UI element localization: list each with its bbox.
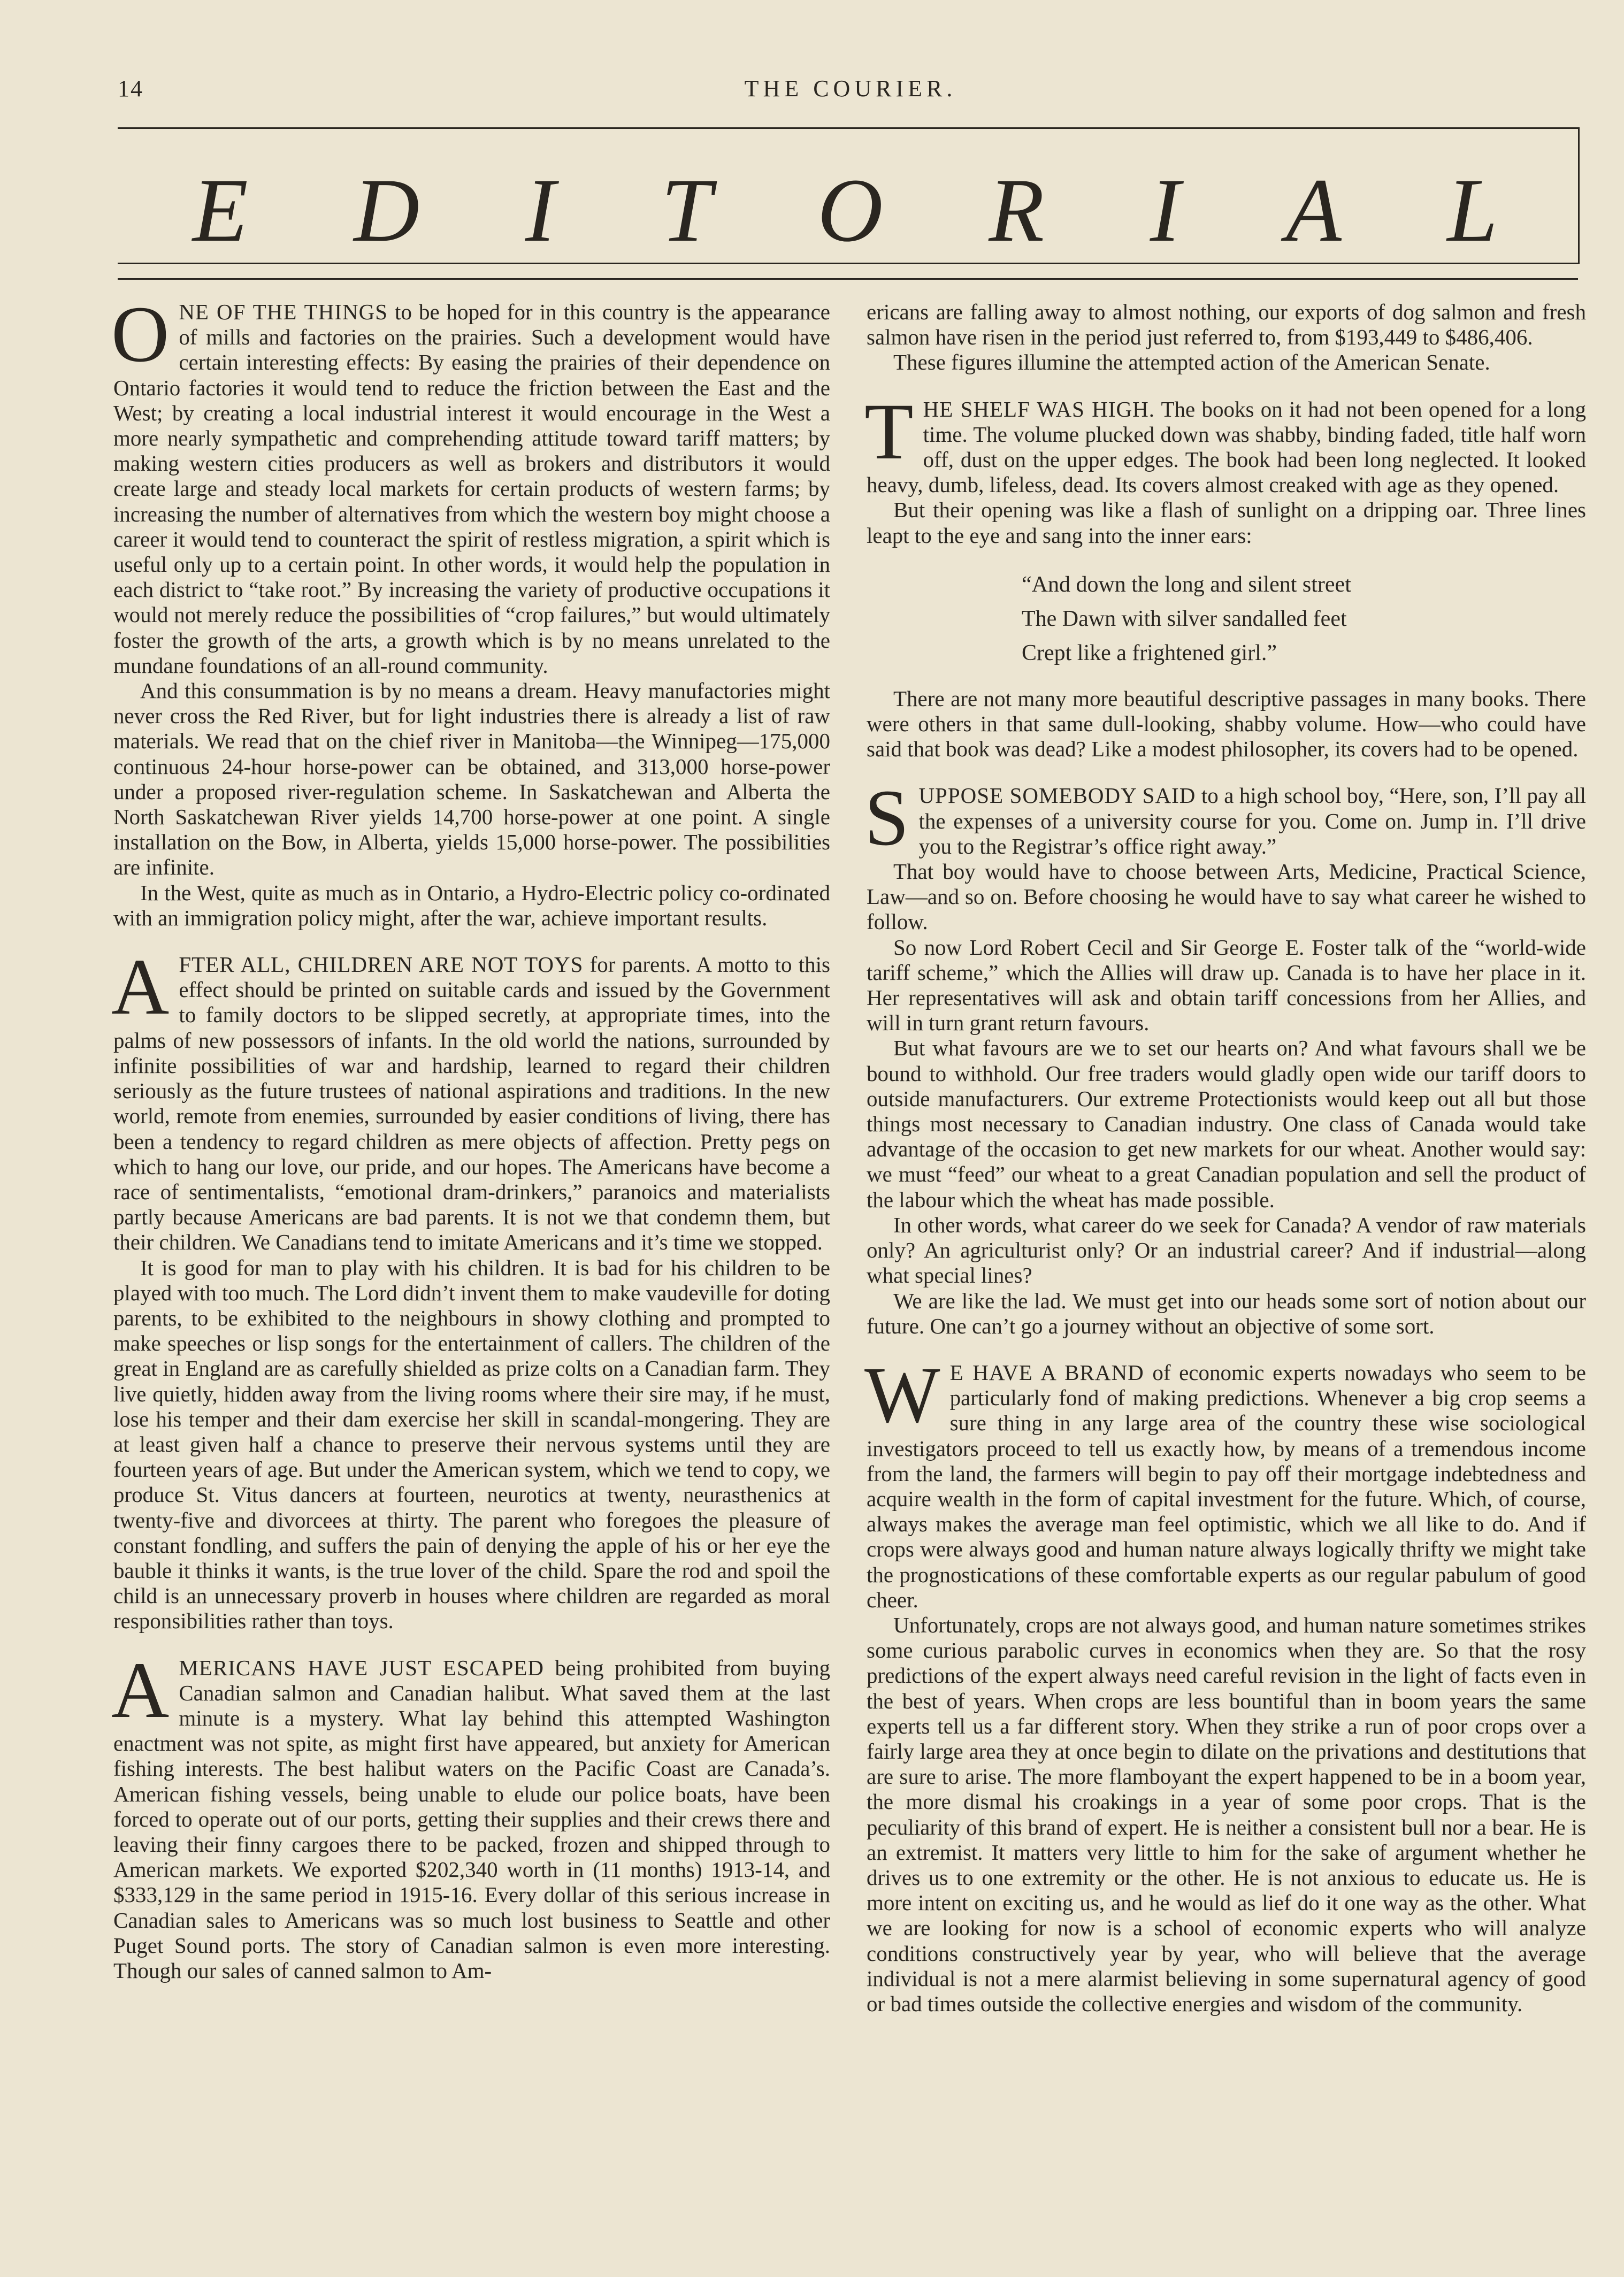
page-header — [118, 75, 1583, 107]
poem-line: Crept like a frightened girl.” — [1022, 640, 1277, 665]
paragraph — [864, 387, 1586, 498]
title-letter: E — [193, 160, 248, 260]
paragraph-text: of economic experts nowadays who seem to be particularly fond of making predictions. Whenever a big crop seems a sure thing in any large area of the country these wise sociological investigators proceed to tell us exactly how, by means of a tremendous income from the land, the farmers will begin to pay off their mortgage indebtedness and acquire wealth in the form of capital investment for the future. Which, of course, always makes the average man feel optimistic, which we all like to do. And if crops were always good and human nature always logically thrifty we might take the prognostications of these comfortable experts as our regular pabulum of good cheer. — [867, 1360, 1586, 1612]
continued-paragraph: ericans are falling away to almost nothing, our exports of dog salmon and fresh salmon have risen in the period just referred to, from $193,449 to $486,406. — [867, 300, 1586, 350]
paragraph: These figures illumine the attempted action of the American Senate. — [893, 350, 1490, 375]
editorial-salmon-halibut — [111, 1645, 831, 1984]
paragraph: That boy would have to choose between Arts, Medicine, Practical Science, Law—and so on. Before choosing he would have to say what career he wished to follow. — [867, 859, 1586, 934]
editorial-title-box — [118, 127, 1580, 264]
left-column — [111, 290, 831, 1983]
paragraph: In other words, what career do we seek for Canada? A vendor of raw materials only? An agriculturist only? Or an industrial career? And if industrial—along what special lines? — [867, 1212, 1586, 1288]
paragraph: It is good for man to play with his children. It is bad for his children to be played with too much. The Lord didn’t invent them to make vaudeville for doting parents, to be exhibited to the neighbours in showy clothing and prompted to make speeches or lisp songs for the entertainment of callers. The children of the great in England are as carefully shielded as prize colts on a Canadian farm. They live quietly, hidden away from the living rooms where their sire may, if he must, lose his temper and their dam exercise her skill in scandal-mongering. They are at least given half a chance to preserve their nervous systems until they are fourteen years of age. But under the American system, which we tend to copy, we produce St. Vitus dancers at fourteen, neurotics at twenty, neurasthenics at twenty-five and divorcees at thirty. The parent who foregoes the pleasure of constant fondling, and suffers the pain of denying the apple of his or her eye the bauble it thinks it wants, is the true lover of the child. Spare the rod and spoil the child is an unnecessary proverb in houses where children are regarded as moral responsibilities rather than toys. — [113, 1255, 830, 1634]
section-lead: MERICANS HAVE JUST ESCAPED — [179, 1655, 545, 1680]
paragraph: And this consummation is by no means a dream. Heavy manufactories might never cross the Red River, but for light industries there is already a list of raw materials. We read that on the chief river in Manitoba—the Winnipeg—175,000 continuous 24-hour horse-power can be obtained, and 313,000 horse-power under a proposed river-regulation scheme. In Saskatchewan and Alberta the North Saskatchewan River yields 14,700 horse-power at one point. A single installation on the Bow, in Alberta, yields 15,000 horse-power. The possibilities are infinite. — [113, 678, 830, 880]
paragraph — [111, 290, 831, 678]
paragraph-text: to a high school boy, “Here, son, I’ll pay all the expenses of a university course for you. Come on. Jump in. I’ll drive you to the Registrar’s office right away.” — [918, 783, 1586, 858]
title-bottom-rule — [118, 278, 1578, 280]
editorial-children-not-toys — [111, 942, 831, 1634]
paragraph: There are not many more beautiful descriptive passages in many books. There were others in that same dull-looking, shabby volume. How—who could have said that book was dead? Like a modest philosopher, its covers had to be opened. — [867, 686, 1586, 762]
drop-cap: T — [864, 387, 914, 476]
title-letter: L — [1447, 160, 1498, 260]
editorial-shelf-was-high — [864, 387, 1586, 762]
paragraph — [111, 942, 831, 1255]
section-lead: NE OF THE THINGS — [179, 300, 388, 324]
paragraph: But their opening was like a flash of sunlight on a dripping oar. Three lines leapt to the eye and sang into the inner ears: — [867, 497, 1586, 548]
paragraph: We are like the lad. We must get into our heads some sort of notion about our future. One can’t go a journey without an objective of some sort. — [867, 1288, 1586, 1338]
drop-cap: W — [864, 1350, 940, 1439]
section-lead: E HAVE A BRAND — [949, 1360, 1144, 1385]
paragraph-text: to be hoped for in this country is the appearance of mills and factories on the prairies. Such a development would have certain interesting effects: By easing the prairies of their dependence on Ontario factories it would tend to reduce the friction between the East and the West; by creating a local industrial interest it would encourage in the West a more nearly sympathetic and comprehending attitude toward tariff matters; by making western cities producers as well as brokers and distributors it would create large and steady local markets for certain products of western farms; by increasing the number of alternatives from which the western boy might choose a career it would tend to counteract the spirit of restless migration, a spirit which is useful only up to a certain point. In other words, it would help the population in each district to “take root.” By increasing the variety of productive occupations it would not merely reduce the possibilities of “crop failures,” but would ultimately foster the growth of the arts, a growth which is by no means unrelated to the mundane foundations of an all-round community. — [113, 300, 831, 678]
title-letter: O — [817, 160, 883, 260]
title-letter: R — [989, 160, 1045, 260]
poem-line: The Dawn with silver sandalled feet — [1022, 606, 1347, 631]
title-letter: I — [525, 160, 556, 260]
paragraph: Unfortunately, crops are not always good, and human nature sometimes strikes some curious parabolic curves in economics when they are. So that the rosy predictions of the expert always need careful revision in the light of facts even in the best of years. When crops are less bountiful than in boom years the same experts tell us a far different story. When they strike a run of poor crops over a fairly large area they at once begin to dilate on the privations and destitutions that are sure to arise. The more flamboyant the expert happened to be in a boom year, the more dismal his croakings in a year of some poor crops. That is the peculiarity of this brand of expert. He is neither a consistent bull nor a bear. He is an extremist. It matters very little to him for the sake of argument whether he drives us to one extremity or the other. He is not anxious to educate us. He is more intent on exciting us, and he would as lief do it one way as the other. What we are looking for now is a school of economic experts who will analyze conditions constructively year by year, who will believe that the average individual is not a mere alarmist believing in some supernatural agency of good or bad times outside the collective energies and wisdom of the community. — [867, 1612, 1586, 2016]
paragraph: So now Lord Robert Cecil and Sir George E. Foster talk of the “world-wide tariff scheme,” which the Allies will draw up. Canada is to have her place in it. Her representatives will ask and obtain tariff concessions from her Allies, and will in turn grant return favours. — [867, 934, 1586, 1036]
page-number: 14 — [118, 75, 143, 102]
paragraph — [864, 773, 1586, 863]
title-letter: I — [1150, 160, 1181, 260]
title-letter: A — [1285, 160, 1342, 260]
drop-cap: O — [111, 290, 170, 379]
drop-cap: S — [864, 773, 909, 863]
drop-cap: A — [111, 942, 170, 1032]
paragraph-text: being prohibited from buying Canadian salmon and Canadian halibut. What saved them at the last minute is a mystery. What lay behind this attempted Washington enactment was not spite, as might first have appeared, but anxiety for American fishing interests. The best halibut waters on the Pacific Coast are Canada’s. American fishing vessels, being unable to elude our police boats, have been forced to operate out of our ports, getting their supplies and their crews there and leaving their finny cargoes there to be packed, frozen and shipped through to American markets. We exported $202,340 worth in (11 months) 1913-14, and $333,129 in the same period in 1915-16. Every dollar of this serious increase in Canadian sales to Americans was so much lost business to Seattle and other Puget Sound ports. The story of Canadian salmon is even more interesting. Though our sales of canned salmon to Am- — [113, 1655, 831, 1983]
section-lead: UPPOSE SOMEBODY SAID — [918, 783, 1196, 808]
drop-cap: A — [111, 1645, 170, 1735]
title-letter: D — [354, 160, 420, 260]
editorial-economic-experts — [864, 1350, 1586, 2017]
poem-line: “And down the long and silent street — [1022, 572, 1351, 597]
paragraph-text: for parents. A motto to this effect should be printed on suitable cards and issued by the Government to family doctors to be slipped secretly, at appropriate times, into the palms of new possessors of infants. In the old world the nations, surrounded by infinite possibilities of war and hardship, learned to regard their children seriously as the future trustees of national aspirations and traditions. In the new world, remote from enemies, surrounded by easier conditions of living, there has been a tendency to regard children as mere objects of affection. Pretty pegs on which to hang our love, our pride, and our hopes. The Americans have become a race of sentimentalists, “emotional dram-drinkers,” paranoics and materialists partly because Americans are bad parents. It is not we that condemn them, but their children. We Canadians tend to imitate Americans and it’s time we stopped. — [113, 952, 831, 1255]
paragraph: In the West, quite as much as in Ontario, a Hydro-Electric policy co-ordinated with an immigration policy might, after the war, achieve important results. — [113, 880, 830, 930]
paragraph — [111, 1645, 831, 1984]
right-column — [864, 300, 1586, 2017]
editorial-prairie-factories — [111, 290, 831, 931]
paragraph — [864, 1350, 1586, 1613]
section-lead: HE SHELF WAS HIGH. — [923, 396, 1155, 421]
poem-quote — [1022, 568, 1586, 670]
editorial-title — [118, 158, 1578, 263]
title-letter: T — [661, 160, 712, 260]
publication-title: THE COURIER. — [744, 75, 957, 102]
section-lead: FTER ALL, CHILDREN ARE NOT TOYS — [179, 952, 584, 977]
paragraph-text: The books on it had not been opened for a long time. The volume plucked down was shabby, binding faded, title half worn off, dust on the upper edges. The book had been long neglected. It looked heavy, dumb, lifeless, dead. Its covers almost creaked with age as they opened. — [867, 396, 1586, 497]
editorial-suppose-somebody-said — [864, 773, 1586, 1338]
paragraph: But what favours are we to set our hearts on? And what favours shall we be bound to withhold. Our free traders would gladly open wide our tariff doors to outside manufacturers. Our extreme Protectionists would keep out all but those things most necessary to Canadian industry. One class of Canada would take advantage of the occasion to get new markets for our wheat. Another would say: we must “feed” our wheat to a great Canadian population and sell the product of the labour which the wheat has made possible. — [867, 1036, 1586, 1212]
